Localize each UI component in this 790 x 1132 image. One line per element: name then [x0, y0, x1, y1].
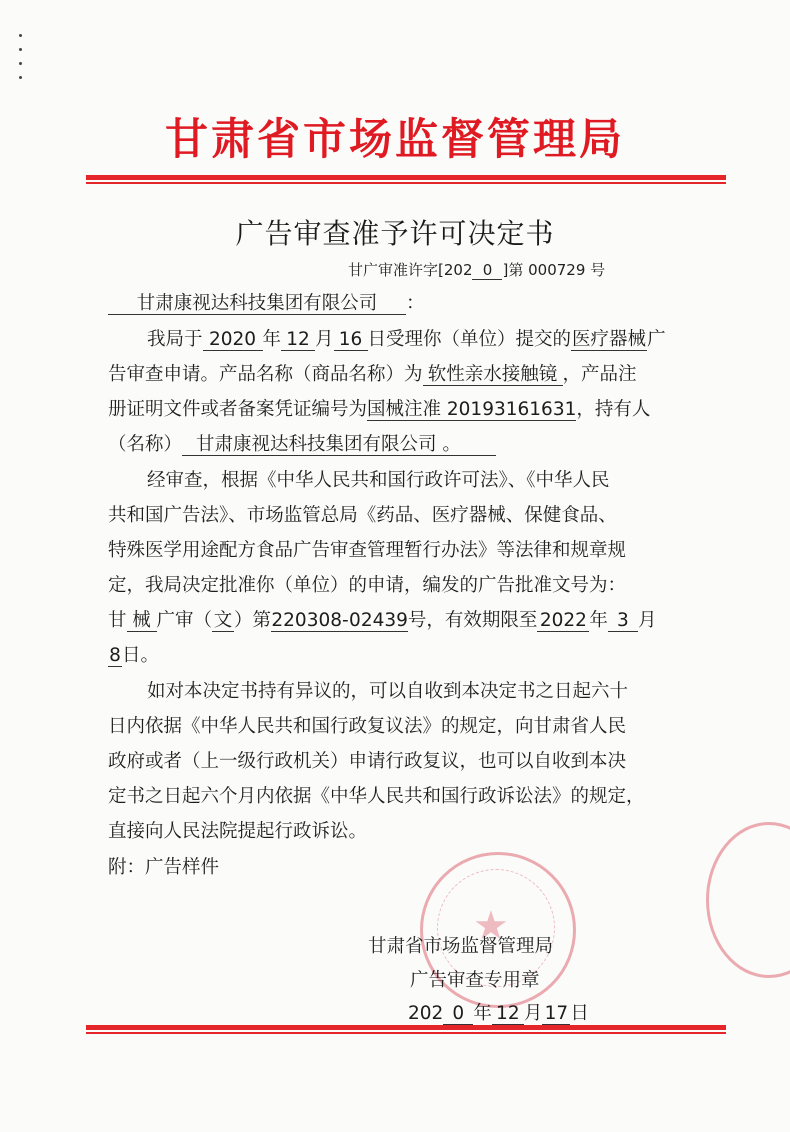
recipient-name: 甘肃康视达科技集团有限公司 [108, 294, 406, 315]
para1-line4: （名称） 甘肃康视达科技集团有限公司 。 [108, 430, 496, 456]
document-number: 甘广审准许字[202 0 ]第 000729 号 [348, 261, 606, 279]
scan-edge-marks [18, 34, 24, 84]
para3-line3: 政府或者（上一级行政机关）申请行政复议，也可以自收到本决 [108, 751, 627, 772]
header-red-rule-thick [86, 175, 726, 180]
header-red-rule-thin [86, 182, 726, 184]
para3-line1: 如对本决定书持有异议的，可以自收到本决定书之日起六十 [147, 681, 629, 702]
signature-org: 甘肃省市场监督管理局 [368, 936, 554, 957]
holder-name: 甘肃康视达科技集团有限公司 。 [182, 435, 496, 456]
para2-line3: 特殊医学用途配方食品广告审查管理暂行办法》等法律和规章规 [108, 540, 627, 561]
para1-line2: 告审查申请。产品名称（商品名称）为 软性亲水接触镜 ，产品注 [108, 364, 637, 385]
footer-red-rule-thin [86, 1032, 726, 1034]
recipient-line: 甘肃康视达科技集团有限公司 ： [108, 289, 425, 315]
para3-line2: 日内依据《中华人民共和国行政复议法》的规定，向甘肃省人民 [108, 716, 627, 737]
seal-star-icon: ★ [473, 903, 509, 949]
footer-red-rule-thick [86, 1025, 726, 1030]
para2-line4: 定，我局决定批准你（单位）的申请，编发的广告批准文号为： [108, 575, 627, 596]
approval-number-line: 甘 械 广审（文）第220308-02439号，有效期限至 2022 年 3 月 [108, 610, 657, 631]
authority-header: 甘肃省市场监督管理局 [165, 115, 625, 165]
document-title: 广告审查准予许可决定书 [235, 217, 555, 250]
para2-line1: 经审查，根据《中华人民共和国行政许可法》、《中华人民 [147, 470, 610, 491]
para1-line1: 我局于 2020 年 12 月 16 日受理你（单位）提交的医疗器械广 [147, 329, 666, 350]
para2-line2: 共和国广告法》、市场监管总局《药品、医疗器械、保健食品、 [108, 505, 617, 526]
para3-line4: 定书之日起六个月内依据《中华人民共和国行政诉讼法》的规定， [108, 786, 645, 807]
attachment-note: 附：广告样件 [108, 857, 220, 878]
para3-line5: 直接向人民法院提起行政诉讼。 [108, 821, 368, 842]
para1-line3: 册证明文件或者备案凭证编号为国械注准 20193161631，持有人 [108, 399, 651, 420]
approval-expiry-line: 8日。 [109, 645, 160, 666]
signature-seal-label: 广告审查专用章 [410, 970, 540, 991]
signature-date: 202 0 年 12 月 17 日 [408, 1003, 589, 1024]
partial-seal-stamp [706, 822, 790, 978]
